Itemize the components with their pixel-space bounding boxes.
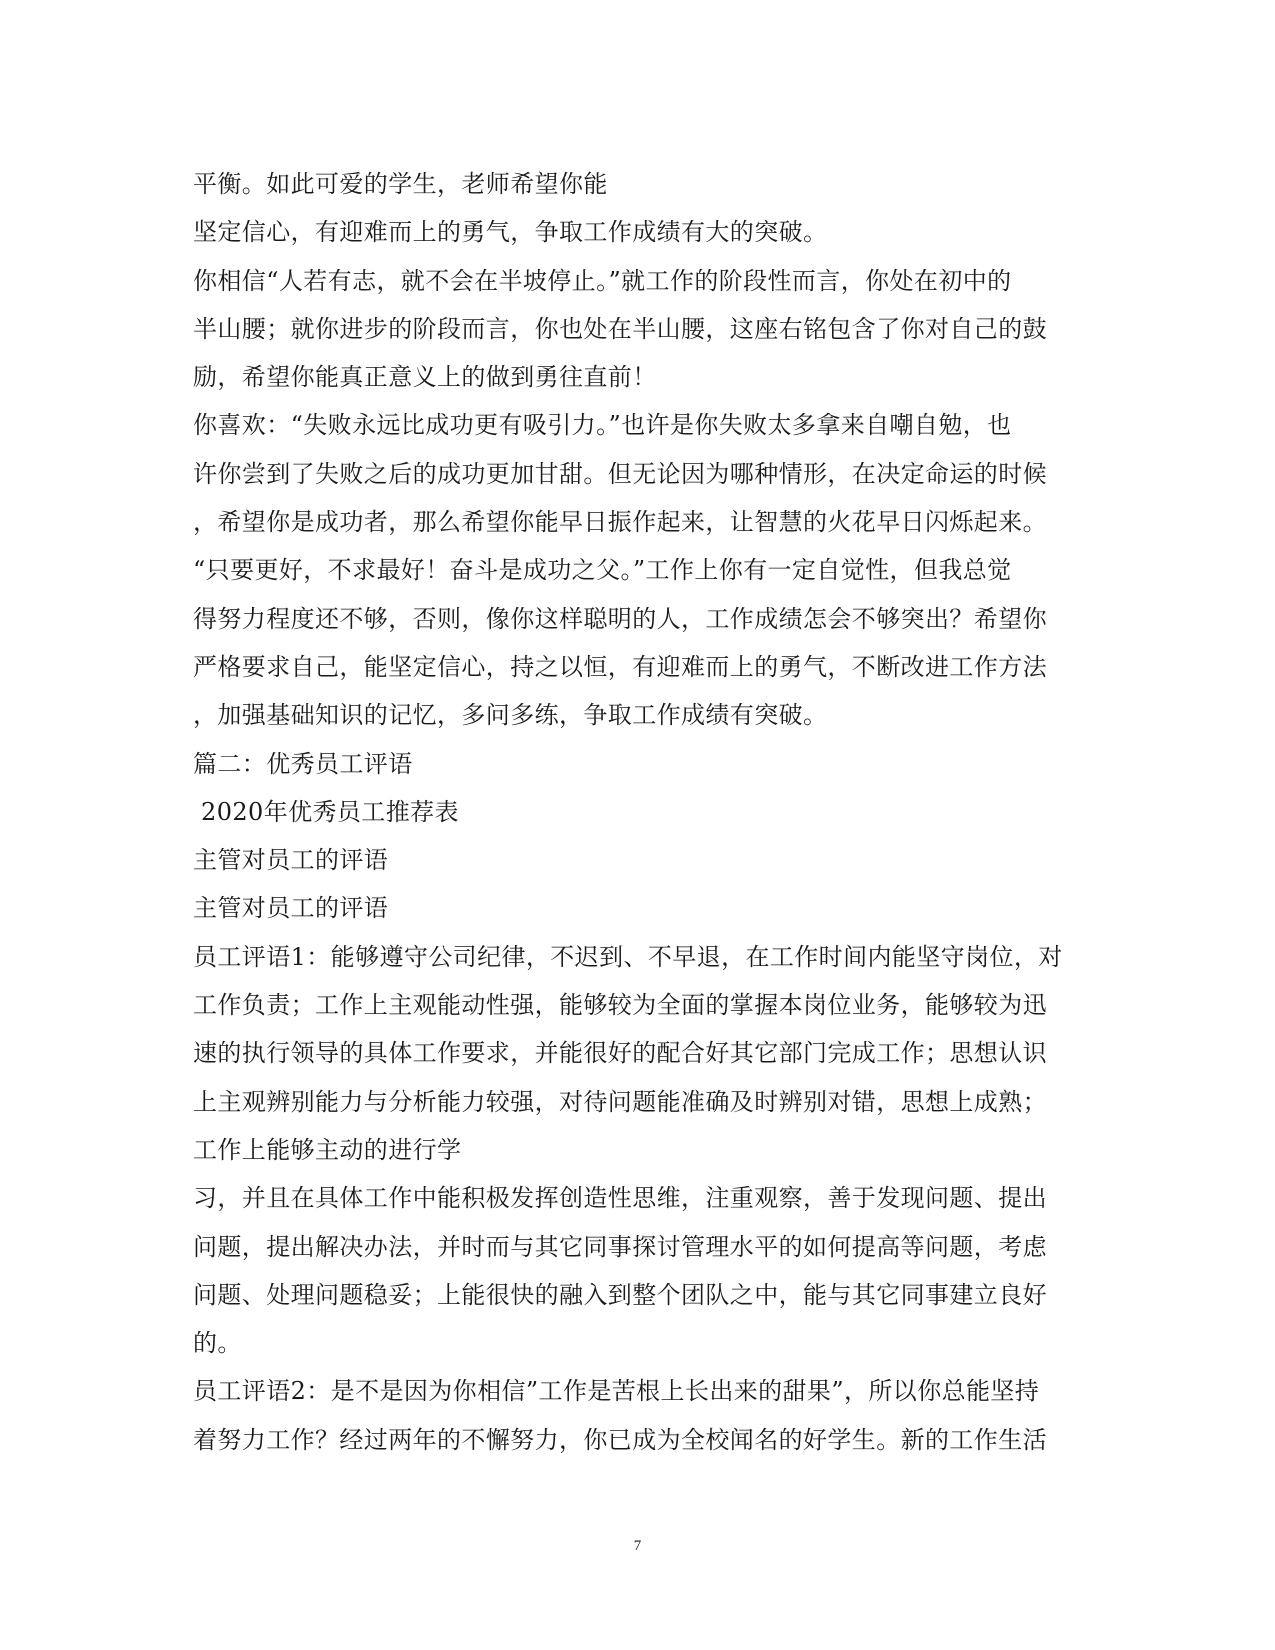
page-number: 7 xyxy=(633,1538,642,1554)
text-line: ，加强基础知识的记忆，多问多练，争取工作成绩有突破。 xyxy=(193,701,828,730)
text-line: 许你尝到了失败之后的成功更加甘甜。但无论因为哪种情形，在决定命运的时候 xyxy=(193,459,1047,488)
text-line: 你相信“人若有志，就不会在半坡停止。”就工作的阶段性而言，你处在初中的 xyxy=(193,266,1012,295)
text-line: 着努力工作？经过两年的不懈努力，你已成为全校闻名的好学生。新的工作生活 xyxy=(193,1425,1047,1454)
text-line: ，希望你是成功者，那么希望你能早日振作起来，让智慧的火花早日闪烁起来。 xyxy=(193,508,1047,537)
text-line: 的。 xyxy=(193,1329,242,1358)
text-line: 励，希望你能真正意义上的做到勇往直前！ xyxy=(193,363,657,392)
text-line: 工作负责；工作上主观能动性强，能够较为全面的掌握本岗位业务，能够较为迅 xyxy=(193,991,1047,1020)
text-line: 工作上能够主动的进行学 xyxy=(193,1135,462,1164)
text-line: 半山腰；就你进步的阶段而言，你也处在半山腰，这座右铭包含了你对自己的鼓 xyxy=(193,314,1047,343)
text-line: 员工评语1：能够遵守公司纪律，不迟到、不早退，在工作时间内能坚守岗位，对 xyxy=(193,942,1063,971)
text-line: 习，并且在具体工作中能积极发挥创造性思维，注重观察，善于发现问题、提出 xyxy=(193,1184,1047,1213)
text-line: 上主观辨别能力与分析能力较强，对待问题能准确及时辨别对错，思想上成熟； xyxy=(193,1087,1047,1116)
text-line: 速的执行领导的具体工作要求，并能很好的配合好其它部门完成工作；思想认识 xyxy=(193,1039,1047,1068)
text-line: 平衡。如此可爱的学生，老师希望你能 xyxy=(193,170,608,198)
subheading: 主管对员工的评语 xyxy=(193,894,389,923)
text-line: 员工评语2：是不是因为你相信”工作是苦根上长出来的甜果”，所以你总能坚持 xyxy=(193,1377,1040,1406)
text-line: “只要更好，不求最好！奋斗是成功之父。”工作上你有一定自觉性，但我总觉 xyxy=(193,556,1012,585)
text-line: 你喜欢：“失败永远比成功更有吸引力。”也许是你失败太多拿来自嘲自勉，也 xyxy=(193,411,1012,440)
text-line: 问题，提出解决办法，并时而与其它同事探讨管理水平的如何提高等问题，考虑 xyxy=(193,1232,1047,1261)
section-heading: 篇二：优秀员工评语 xyxy=(193,749,413,778)
body-text xyxy=(193,160,1093,1464)
text-line: 坚定信心，有迎难而上的勇气，争取工作成绩有大的突破。 xyxy=(193,218,828,247)
text-line: 问题、处理问题稳妥；上能很快的融入到整个团队之中，能与其它同事建立良好 xyxy=(193,1280,1047,1309)
text-line: 严格要求自己，能坚定信心，持之以恒，有迎难而上的勇气，不断改进工作方法 xyxy=(193,652,1047,681)
form-title: 2020年优秀员工推荐表 xyxy=(193,797,459,826)
text-line: 得努力程度还不够，否则，像你这样聪明的人，工作成绩怎会不够突出？希望你 xyxy=(193,604,1047,633)
subheading: 主管对员工的评语 xyxy=(193,846,389,875)
